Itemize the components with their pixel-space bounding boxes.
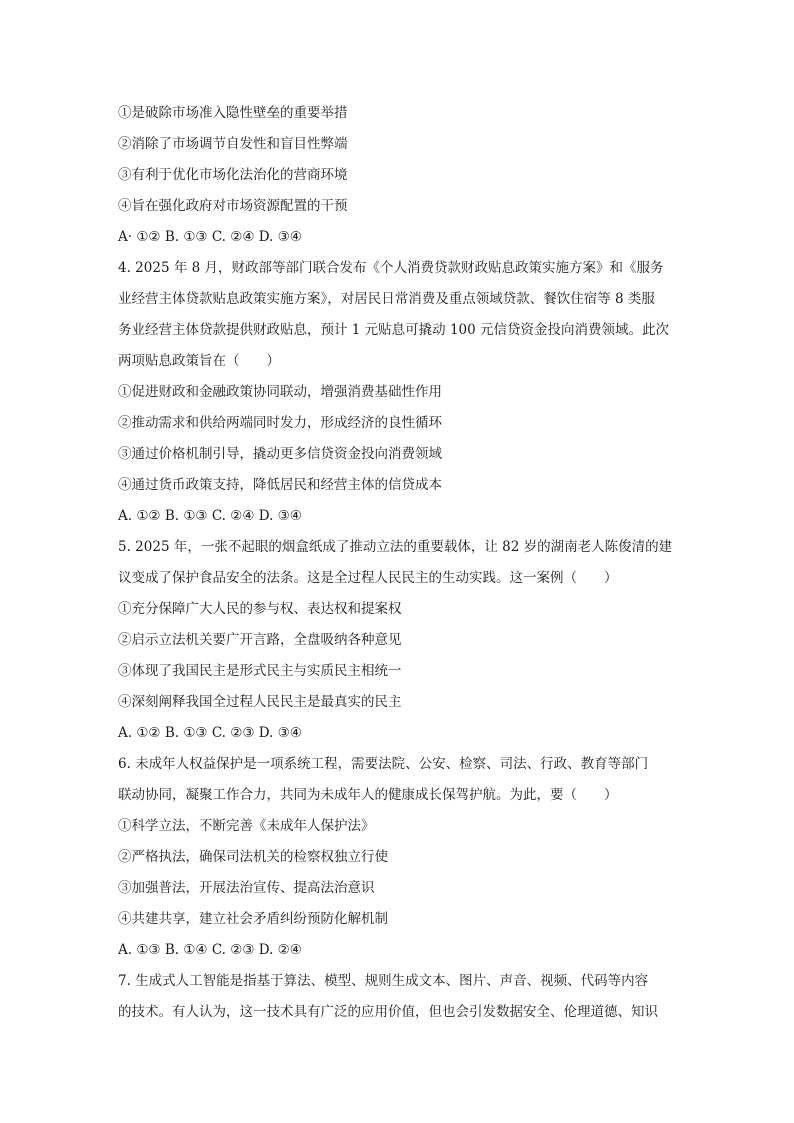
q7-stem-line-2: 的技术。有人认为，这一技术具有广泛的应用价值，但也会引发数据安全、伦理道德、知识 <box>118 1004 658 1020</box>
q6-option-3: ③加强普法，开展法治宣传、提高法治意识 <box>118 880 375 896</box>
q3-option-3: ③有利于优化市场化法治化的营商环境 <box>118 167 348 183</box>
q6-stem-line-1: 6. 未成年人权益保护是一项系统工程，需要法院、公安、检察、司法、行政、教育等部门 <box>118 756 649 772</box>
q4-answer-choices: A. ①② B. ①③ C. ②④ D. ③④ <box>118 508 302 524</box>
q3-option-2: ②消除了市场调节自发性和盲目性弊端 <box>118 136 348 152</box>
q6-answer-choices: A. ①③ B. ①④ C. ②③ D. ②④ <box>118 942 302 958</box>
q6-option-4: ④共建共享，建立社会矛盾纠纷预防化解机制 <box>118 911 388 927</box>
q5-stem-line-2: 议变成了保护食品安全的法条。这是全过程人民民主的生动实践。这一案例（ ） <box>118 570 618 586</box>
q5-option-1: ①充分保障广大人民的参与权、表达权和提案权 <box>118 601 402 617</box>
q5-answer-choices: A. ①② B. ①③ C. ②③ D. ③④ <box>118 725 302 741</box>
exam-page <box>118 98 678 1028</box>
q4-option-3: ③通过价格机制引导，撬动更多信贷资金投向消费领域 <box>118 446 442 462</box>
q6-stem-line-2: 联动协同，凝聚工作合力，共同为未成年人的健康成长保驾护航。为此，要（ ） <box>118 787 618 803</box>
q4-option-1: ①促进财政和金融政策协同联动，增强消费基础性作用 <box>118 384 442 400</box>
q7-stem-line-1: 7. 生成式人工智能是指基于算法、模型、规则生成文本、图片、声音、视频、代码等内容 <box>118 973 649 989</box>
q5-option-3: ③体现了我国民主是形式民主与实质民主相统一 <box>118 663 402 679</box>
q4-stem-line-1: 4. 2025 年 8 月，财政部等部门联合发布《个人消费贷款财政贴息政策实施方案》和《服务 <box>118 260 664 276</box>
q4-option-2: ②推动需求和供给两端同时发力，形成经济的良性循环 <box>118 415 442 431</box>
q4-stem-line-4: 两项贴息政策旨在（ ） <box>118 353 280 369</box>
q5-stem-line-1: 5. 2025 年，一张不起眼的烟盒纸成了推动立法的重要载体，让 82 岁的湖南老人陈俊清的建 <box>118 539 673 555</box>
q4-option-4: ④通过货币政策支持，降低居民和经营主体的信贷成本 <box>118 477 442 493</box>
q4-stem-line-2: 业经营主体贷款贴息政策实施方案》，对居民日常消费及重点领域贷款、餐饮住宿等 8 类服 <box>118 291 655 307</box>
q6-option-2: ②严格执法，确保司法机关的检察权独立行使 <box>118 849 388 865</box>
q5-option-4: ④深刻阐释我国全过程人民民主是最真实的民主 <box>118 694 402 710</box>
q3-option-1: ①是破除市场准入隐性壁垒的重要举措 <box>118 105 348 121</box>
q3-answer-choices: A· ①② B. ①③ C. ②④ D. ③④ <box>118 229 302 245</box>
q5-option-2: ②启示立法机关要广开言路，全盘吸纳各种意见 <box>118 632 402 648</box>
q4-stem-line-3: 务业经营主体贷款提供财政贴息，预计 1 元贴息可撬动 100 元信贷资金投向消费领域。此次 <box>118 322 670 338</box>
q6-option-1: ①科学立法，不断完善《未成年人保护法》 <box>118 818 375 834</box>
q3-option-4: ④旨在强化政府对市场资源配置的干预 <box>118 198 348 214</box>
